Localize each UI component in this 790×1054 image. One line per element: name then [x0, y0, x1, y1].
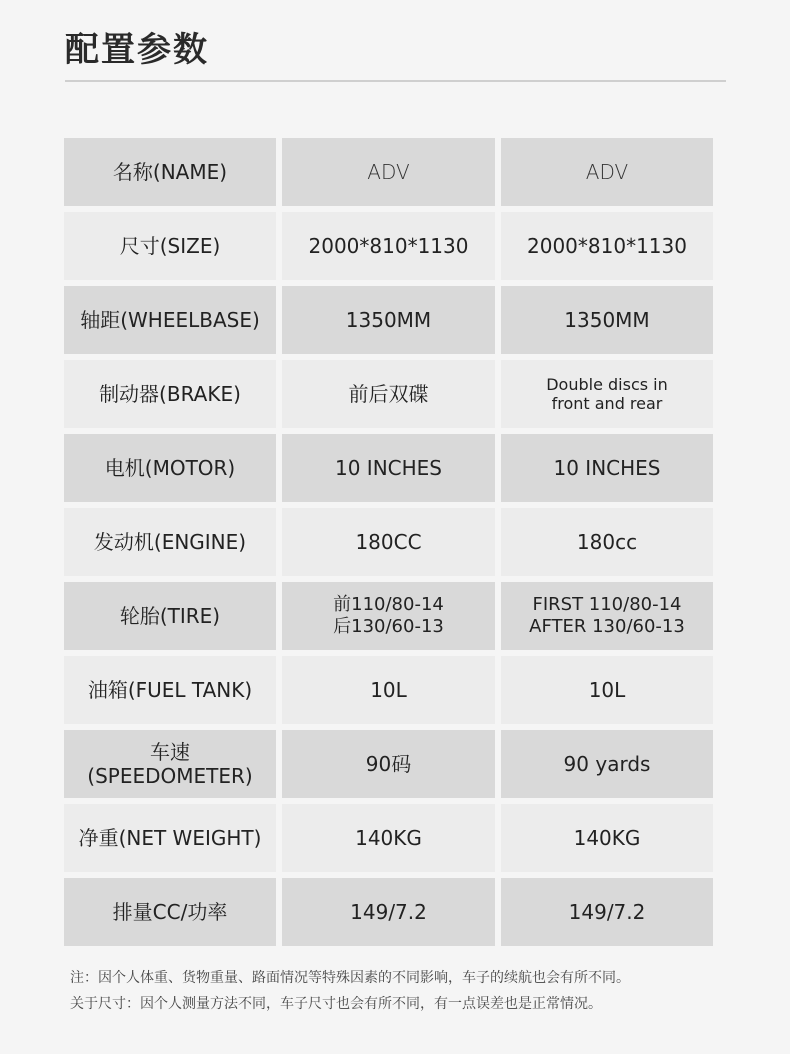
spec-value-cell	[501, 804, 713, 872]
spec-value-1: 1350MM	[345, 308, 432, 332]
spec-label: 发动机(ENGINE)	[93, 530, 247, 554]
spec-value-1: 前后双碟	[348, 382, 429, 406]
spec-row-wheelbase	[64, 286, 713, 354]
spec-label-cell	[64, 878, 276, 946]
spec-value-2: 180cc	[576, 530, 638, 554]
spec-value-cell	[501, 730, 713, 798]
spec-label: 油箱(FUEL TANK)	[87, 678, 253, 702]
spec-label: 电机(MOTOR)	[104, 456, 236, 480]
spec-value-cell	[282, 730, 495, 798]
spec-value-cell	[501, 878, 713, 946]
spec-value-2: 2000*810*1130	[527, 234, 687, 258]
spec-value-cell	[282, 286, 495, 354]
spec-value-cell	[501, 138, 713, 206]
spec-label: 轴距(WHEELBASE)	[80, 308, 260, 332]
spec-value-cell	[501, 582, 713, 650]
spec-row-motor	[64, 434, 713, 502]
spec-value-cell	[501, 212, 713, 280]
spec-label: 净重(NET WEIGHT)	[78, 826, 262, 850]
spec-value-cell	[501, 656, 713, 724]
spec-value-1: 149/7.2	[350, 900, 427, 924]
spec-label: 尺寸(SIZE)	[119, 234, 221, 258]
spec-value-2: Double discs in front and rear	[546, 374, 668, 413]
spec-value-1: ADV	[367, 160, 410, 184]
spec-label-cell	[64, 804, 276, 872]
spec-label-cell	[64, 212, 276, 280]
footnote-size: 关于尺寸：因个人测量方法不同，车子尺寸也会有所不同，有一点误差也是正常情况。	[70, 996, 602, 1012]
spec-table	[64, 138, 713, 952]
spec-value-2: 149/7.2	[568, 900, 646, 924]
spec-value-cell	[501, 286, 713, 354]
spec-row-engine	[64, 508, 713, 576]
spec-value-1: 前110/80-14 后130/60-13	[333, 594, 444, 637]
spec-value-cell	[501, 508, 713, 576]
spec-row-brake	[64, 360, 713, 428]
spec-row-tire	[64, 582, 713, 650]
spec-row-size	[64, 212, 713, 280]
spec-value-2: FIRST 110/80-14 AFTER 130/60-13	[529, 594, 685, 637]
title-divider	[65, 80, 726, 82]
spec-label-cell	[64, 730, 276, 798]
spec-label-cell	[64, 434, 276, 502]
spec-label: 轮胎(TIRE)	[119, 604, 221, 628]
spec-value-1: 90码	[365, 752, 412, 776]
spec-value-cell	[282, 878, 495, 946]
spec-value-cell	[501, 434, 713, 502]
spec-value-1: 10L	[370, 678, 407, 702]
spec-value-cell	[282, 804, 495, 872]
page-title: 配置参数	[65, 30, 209, 70]
spec-label: 名称(NAME)	[112, 160, 228, 184]
spec-value-2: 10 INCHES	[553, 456, 661, 480]
spec-row-net-weight	[64, 804, 713, 872]
spec-row-displacement	[64, 878, 713, 946]
spec-label-cell	[64, 360, 276, 428]
spec-value-1: 140KG	[355, 826, 422, 850]
spec-label: 车速 (SPEEDOMETER)	[87, 740, 253, 788]
spec-label-cell	[64, 582, 276, 650]
spec-value-cell	[282, 212, 495, 280]
spec-value-2: ADV	[585, 160, 629, 184]
spec-value-cell	[282, 360, 495, 428]
spec-value-1: 180CC	[355, 530, 422, 554]
spec-value-cell	[282, 434, 495, 502]
spec-label-cell	[64, 138, 276, 206]
spec-value-2: 10L	[588, 678, 626, 702]
spec-value-cell	[282, 508, 495, 576]
spec-label: 排量CC/功率	[112, 900, 228, 924]
spec-value-2: 140KG	[573, 826, 641, 850]
spec-value-cell	[282, 656, 495, 724]
spec-value-cell	[501, 360, 713, 428]
spec-label-cell	[64, 508, 276, 576]
spec-value-2: 1350MM	[564, 308, 650, 332]
spec-label-cell	[64, 286, 276, 354]
spec-row-name	[64, 138, 713, 206]
spec-value-cell	[282, 582, 495, 650]
spec-row-fuel-tank	[64, 656, 713, 724]
spec-label: 制动器(BRAKE)	[99, 382, 241, 406]
footnotes	[70, 965, 630, 1017]
spec-value-1: 2000*810*1130	[308, 234, 469, 258]
spec-row-speedometer	[64, 730, 713, 798]
spec-value-cell	[282, 138, 495, 206]
footnote-range: 注：因个人体重、货物重量、路面情况等特殊因素的不同影响，车子的续航也会有所不同。	[70, 970, 630, 986]
spec-value-1: 10 INCHES	[334, 456, 442, 480]
spec-label-cell	[64, 656, 276, 724]
spec-value-2: 90 yards	[563, 752, 651, 776]
